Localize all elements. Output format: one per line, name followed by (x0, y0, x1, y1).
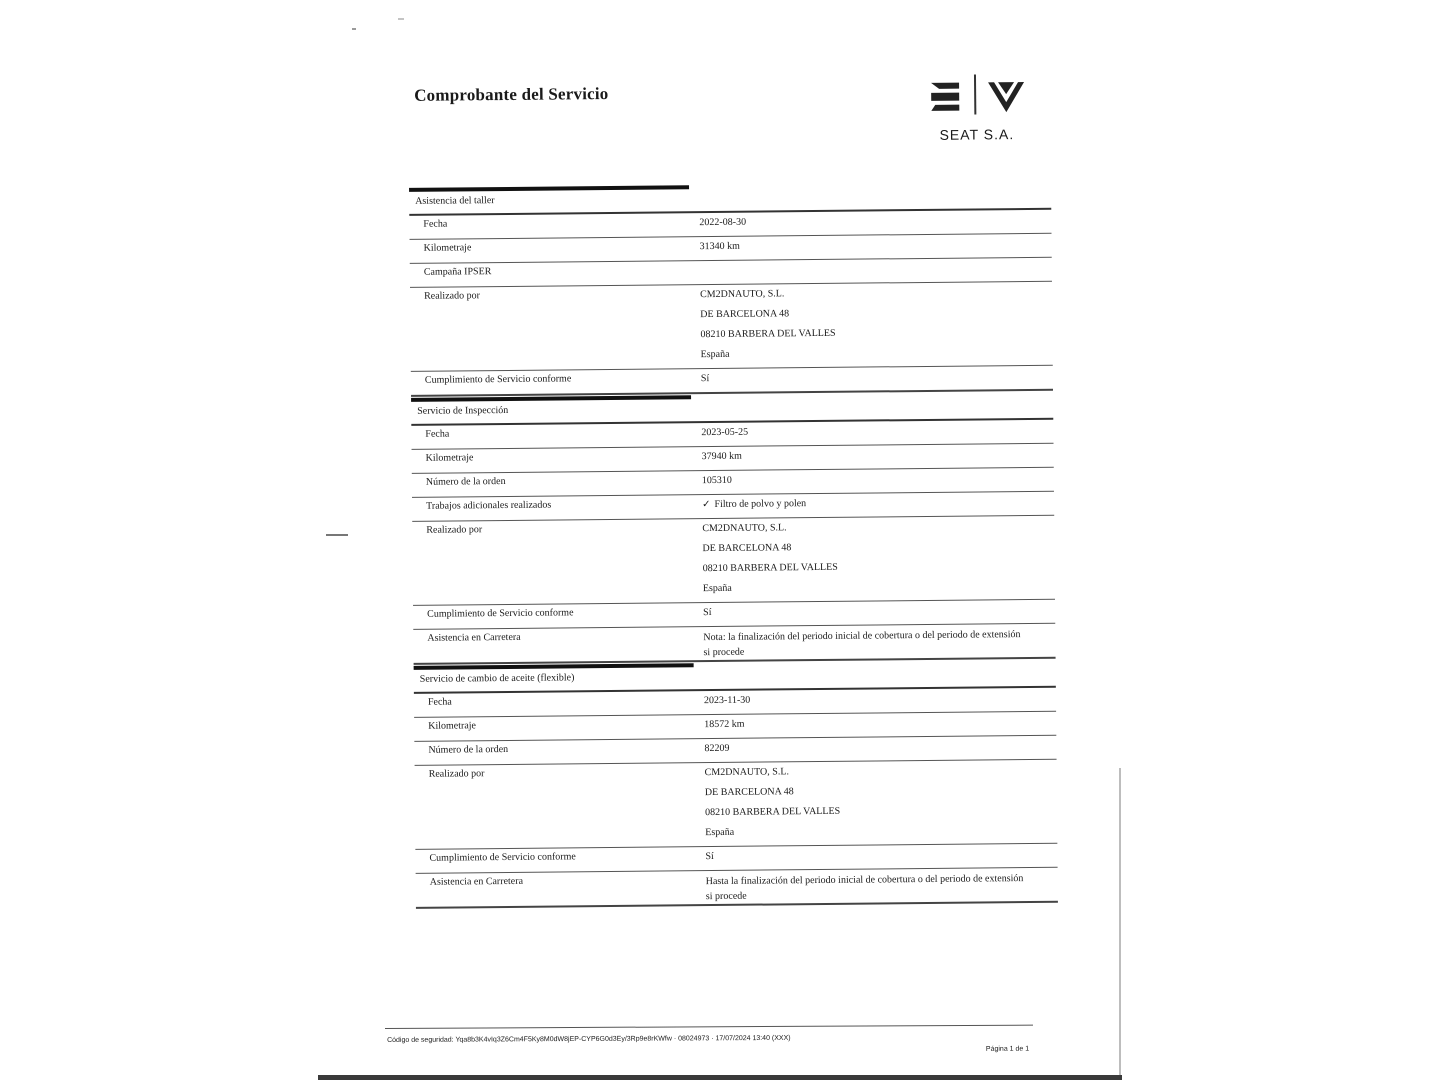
brand-name: SEAT S.A. (939, 126, 1015, 143)
field-value (702, 444, 1054, 470)
seat-logo-icon (927, 77, 967, 117)
value-line: Hasta la finalización del periodo inicial de cobertura o del periodo de extensión (705, 873, 1024, 888)
security-code: Código de seguridad: Yqa8b3K4vIq3Z6Cm4F5Ky8M0dW8jEP-CYP6G0d3Ey/3Rp9e8rKWfw · 08024973 · 17/07/2024 13:40 (XXX) (387, 1034, 791, 1044)
field-label: Fecha (423, 218, 448, 230)
page-edge (1119, 768, 1121, 1078)
value-line: Sí (703, 607, 712, 619)
field-value (704, 688, 1056, 714)
field-row (412, 515, 1055, 605)
value-line: 31340 km (699, 240, 740, 253)
section-heading: Servicio de Inspección (417, 404, 509, 417)
checkmark-icon: ✓ (702, 499, 711, 511)
field-value (702, 492, 1054, 518)
field-value (699, 210, 1051, 236)
field-label: Asistencia en Carretera (429, 875, 524, 888)
value-line: 37940 km (701, 450, 742, 463)
field-value (705, 844, 1057, 870)
field-label: Número de la orden (428, 743, 509, 756)
logo-separator (974, 74, 976, 114)
field-row (415, 759, 1058, 849)
value-line: CM2DNAUTO, S.L. (704, 766, 789, 779)
value-line: si procede (703, 646, 745, 659)
value-line: 08210 BARBERA DEL VALLES (702, 561, 838, 575)
page-edge-bottom (318, 1075, 1122, 1080)
field-value (700, 282, 1053, 368)
field-label: Realizado por (424, 290, 480, 302)
value-line: 2023-11-30 (703, 694, 751, 707)
value-line: 2023-05-25 (701, 426, 749, 439)
field-label: Kilometraje (423, 242, 472, 254)
field-label: Asistencia en Carretera (427, 631, 521, 644)
section-header (411, 395, 691, 424)
value-line: España (700, 348, 730, 361)
cupra-logo-icon (985, 76, 1027, 116)
value-line: 105310 (701, 474, 732, 487)
brand-logo (927, 74, 1038, 145)
section-heading: Servicio de cambio de aceite (flexible) (419, 672, 575, 685)
field-value (702, 468, 1054, 494)
value-line: DE BARCELONA 48 (704, 786, 794, 799)
field-label: Fecha (427, 696, 452, 708)
field-value (700, 258, 1052, 284)
section-header (414, 663, 694, 692)
value-line: Filtro de polvo y polen (714, 498, 807, 511)
field-value (703, 624, 1055, 660)
field-value (700, 234, 1052, 260)
field-value (704, 712, 1056, 738)
section-header (409, 185, 689, 214)
field-row (413, 623, 1055, 663)
field-label: Kilometraje (425, 452, 474, 464)
document-title: Comprobante del Servicio (414, 84, 609, 105)
field-label: Kilometraje (428, 720, 477, 732)
section-heading: Asistencia del taller (415, 195, 495, 207)
field-value (703, 600, 1055, 626)
value-line: Sí (705, 851, 714, 863)
value-line: 18572 km (704, 718, 745, 731)
value-line: España (702, 582, 732, 595)
service-section (409, 182, 1053, 397)
field-value (706, 868, 1058, 904)
field-value (705, 760, 1058, 846)
value-line: España (705, 826, 735, 839)
service-section (411, 392, 1056, 665)
value-line: CM2DNAUTO, S.L. (702, 522, 787, 535)
value-line: 08210 BARBERA DEL VALLES (704, 805, 841, 819)
service-section (414, 660, 1058, 909)
value-line: 82209 (704, 742, 730, 755)
value-line: DE BARCELONA 48 (702, 542, 792, 555)
field-label: Realizado por (428, 768, 485, 780)
field-value (701, 420, 1053, 446)
value-line: DE BARCELONA 48 (700, 308, 790, 321)
value-line: 2022-08-30 (699, 216, 747, 229)
value-line: Sí (700, 373, 710, 385)
field-row (410, 281, 1053, 371)
field-label: Cumplimiento de Servicio conforme (427, 607, 574, 620)
field-label: Realizado por (426, 524, 483, 536)
field-label: Fecha (425, 428, 450, 440)
field-value (701, 366, 1053, 392)
field-label: Número de la orden (425, 476, 506, 488)
value-line: si procede (705, 890, 747, 903)
field-value (702, 516, 1055, 602)
field-label: Cumplimiento de Servicio conforme (424, 373, 572, 386)
scan-mark (326, 534, 348, 536)
field-label: Campaña IPSER (423, 266, 492, 278)
field-label: Cumplimiento de Servicio conforme (429, 851, 576, 864)
value-line: 08210 BARBERA DEL VALLES (700, 327, 836, 341)
field-value (704, 736, 1056, 762)
page-number: Página 1 de 1 (985, 1045, 1030, 1053)
field-label: Trabajos adicionales realizados (426, 499, 552, 512)
value-line: Nota: la finalización del periodo inicial de cobertura o del periodo de extensión (703, 629, 1021, 644)
value-line: CM2DNAUTO, S.L. (700, 288, 785, 301)
field-row (416, 867, 1058, 907)
